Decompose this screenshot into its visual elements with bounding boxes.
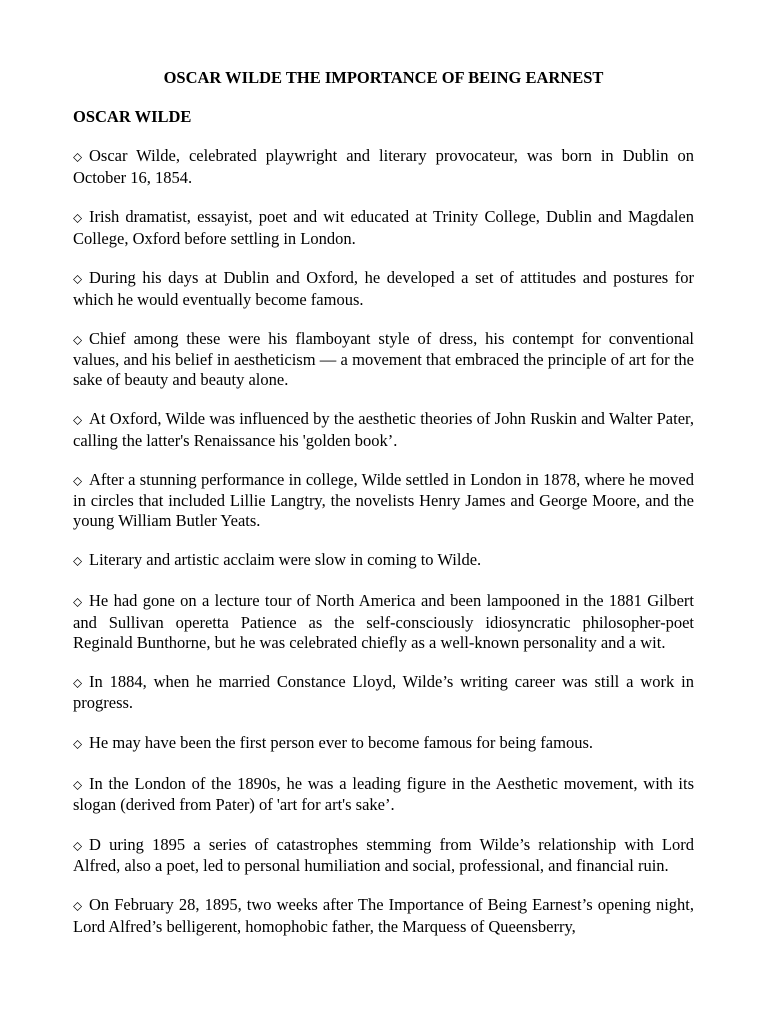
paragraph-text: He may have been the first person ever to become famous for being famous.: [89, 732, 593, 752]
paragraph-text: On February 28, 1895, two weeks after The Importance of Being Earnest’s opening night, Lord Alfred’s belligerent, homophobic father, the Marquess of Queensberry,: [73, 895, 694, 936]
diamond-bullet-icon: ⬦: [73, 554, 83, 570]
paragraph: [73, 733, 694, 755]
paragraph-text: Literary and artistic acclaim were slow in coming to Wilde.: [89, 550, 482, 570]
diamond-bullet-icon: ⬦: [73, 777, 83, 793]
paragraph-text: At Oxford, Wilde was influenced by the aesthetic theories of John Ruskin and Walter Pater, calling the latter's Renaissance his 'golden book’.: [73, 409, 694, 450]
diamond-bullet-icon: ⬦: [73, 595, 83, 611]
document-title: OSCAR WILDE THE IMPORTANCE OF BEING EARNEST: [163, 68, 604, 87]
diamond-bullet-icon: ⬦: [73, 413, 83, 429]
diamond-bullet-icon: ⬦: [73, 211, 83, 227]
paragraph-text: After a stunning performance in college, Wilde settled in London in 1878, where he moved in circles that included Lillie Langtry, the novelists Henry James and George Moore, and the young William Butler Yeats.: [73, 469, 694, 531]
paragraph: [73, 774, 694, 815]
document-page: [73, 68, 694, 956]
diamond-bullet-icon: ⬦: [73, 271, 83, 287]
paragraph: [73, 550, 694, 572]
paragraph-text: In 1884, when he married Constance Lloyd, Wilde’s writing career was still a work in progress.: [73, 671, 694, 713]
paragraph: [73, 146, 694, 187]
paragraph-text: During his days at Dublin and Oxford, he developed a set of attitudes and postures for which he would eventually become famous.: [73, 267, 694, 309]
diamond-bullet-icon: ⬦: [73, 675, 83, 691]
paragraph: [73, 409, 694, 450]
paragraph-text: Oscar Wilde, celebrated playwright and literary provocateur, was born in Dublin on October 16, 1854.: [73, 146, 694, 187]
paragraph-text: He had gone on a lecture tour of North America and been lampooned in the 1881 Gilbert and Sullivan operetta Patience as the self-consciously idiosyncratic philosopher-poet Reginald Bunthorne, but he was celebrated chiefly as a well-known personality and a wit.: [73, 591, 694, 652]
diamond-bullet-icon: ⬦: [73, 332, 83, 348]
paragraph: [73, 207, 694, 248]
paragraph-text: Irish dramatist, essayist, poet and wit educated at Trinity College, Dublin and Magdalen College, Oxford before settling in London.: [73, 207, 694, 248]
section-heading: OSCAR WILDE: [73, 107, 192, 127]
paragraph: [73, 470, 694, 531]
diamond-bullet-icon: ⬦: [73, 150, 83, 166]
paragraph: [73, 895, 694, 936]
paragraph: [73, 268, 694, 309]
diamond-bullet-icon: ⬦: [73, 838, 83, 854]
paragraph: [73, 329, 694, 390]
paragraph: [73, 835, 694, 876]
diamond-bullet-icon: ⬦: [73, 473, 83, 489]
diamond-bullet-icon: ⬦: [73, 899, 83, 915]
paragraph-text: D uring 1895 a series of catastrophes stemming from Wilde’s relationship with Lord Alfred, also a poet, led to personal humiliation and social, professional, and financial ruin.: [73, 834, 694, 876]
paragraph-text: Chief among these were his flamboyant style of dress, his contempt for conventional values, and his belief in aestheticism — a movement that embraced the principle of art for the sake of beauty and beauty alone.: [73, 328, 694, 389]
paragraph-text: In the London of the 1890s, he was a leading figure in the Aesthetic movement, with its slogan (derived from Pater) of 'art for art's sake’.: [73, 773, 694, 815]
paragraph: [73, 672, 694, 713]
diamond-bullet-icon: ⬦: [73, 736, 83, 752]
paragraph: [73, 591, 694, 652]
